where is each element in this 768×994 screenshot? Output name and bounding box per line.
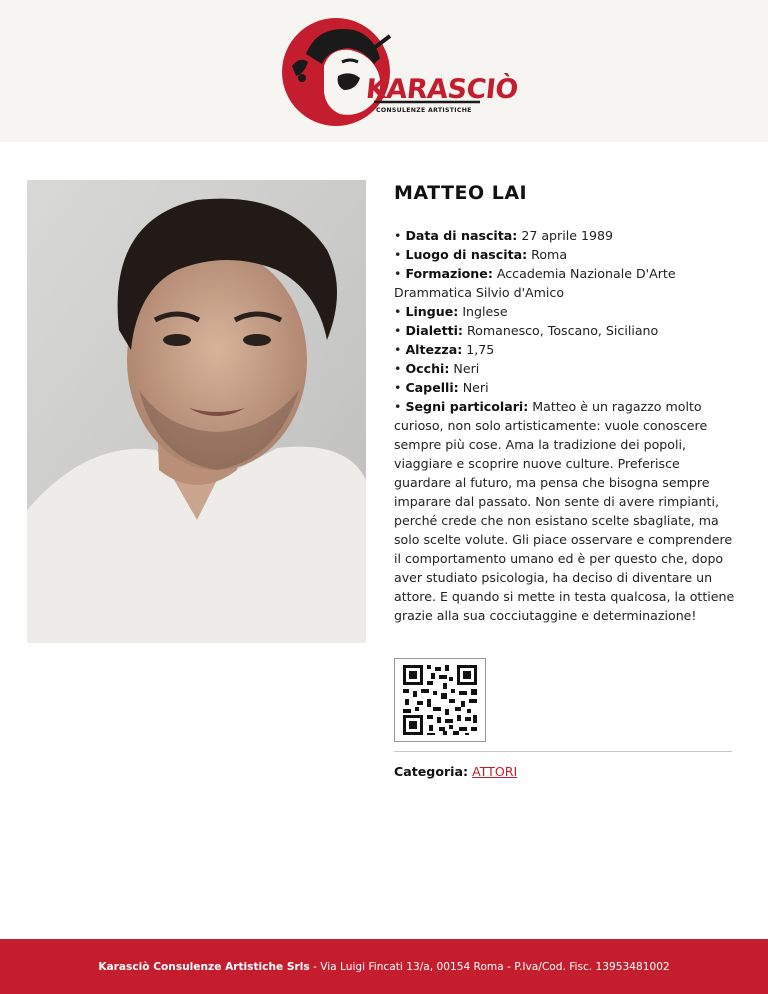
- logo-wordmark: KARASCIÒ: [364, 74, 520, 105]
- footer-text: [98, 961, 669, 973]
- qr-code[interactable]: [394, 658, 486, 742]
- field-birth-place: • Luogo di nascita: Roma: [394, 247, 568, 262]
- logo-tagline: CONSULENZE ARTISTICHE: [376, 107, 472, 114]
- karascio-logo: [278, 14, 520, 128]
- field-distinguishing-marks: • Segni particolari: Matteo è un ragazzo molto curioso, non solo artisticamente: vuole conoscere sempre più cose. Ama la tradizione dei popoli, viaggiare e scoprire nuove culture. Preferisce guardare al futuro, ma pensa che bisogna sempre imparare dal passato. Non sente di avere rimpianti, perché crede che non esistano scelte sbagliate, ma solo scelte volute. Gli piace osservare e comprendere il comportamento umano ed è per questo che, dopo aver studiato psicologia, ha deciso di diventare un attore. E quando si mette in testa qualcosa, la ottiene grazie alla sua cocciutaggine e determinazione!: [394, 399, 735, 623]
- footer-address: - Via Luigi Fincati 13/a, 00154 Roma - P.Iva/Cod. Fisc. 13953481002: [309, 960, 670, 973]
- divider: [394, 751, 732, 752]
- profile-info: [394, 182, 739, 625]
- profile-photo: [27, 180, 366, 643]
- field-eyes: • Occhi: Neri: [394, 361, 480, 376]
- field-birth-date: • Data di nascita: 27 aprile 1989: [394, 228, 614, 243]
- category: [394, 764, 517, 779]
- footer-company: Karasciò Consulenze Artistiche Srls: [98, 960, 310, 973]
- field-education: • Formazione: Accademia Nazionale D'Arte Drammatica Silvio d'Amico: [394, 266, 676, 300]
- footer: [0, 939, 768, 994]
- profile-name: MATTEO LAI: [394, 182, 528, 204]
- field-hair: • Capelli: Neri: [394, 380, 489, 395]
- category-link[interactable]: ATTORI: [472, 764, 518, 779]
- header: [0, 0, 768, 142]
- field-dialects: • Dialetti: Romanesco, Toscano, Siciliano: [394, 323, 659, 338]
- field-languages: • Lingue: Inglese: [394, 304, 508, 319]
- field-height: • Altezza: 1,75: [394, 342, 495, 357]
- category-label: Categoria:: [394, 764, 469, 779]
- profile-fields: [394, 226, 739, 625]
